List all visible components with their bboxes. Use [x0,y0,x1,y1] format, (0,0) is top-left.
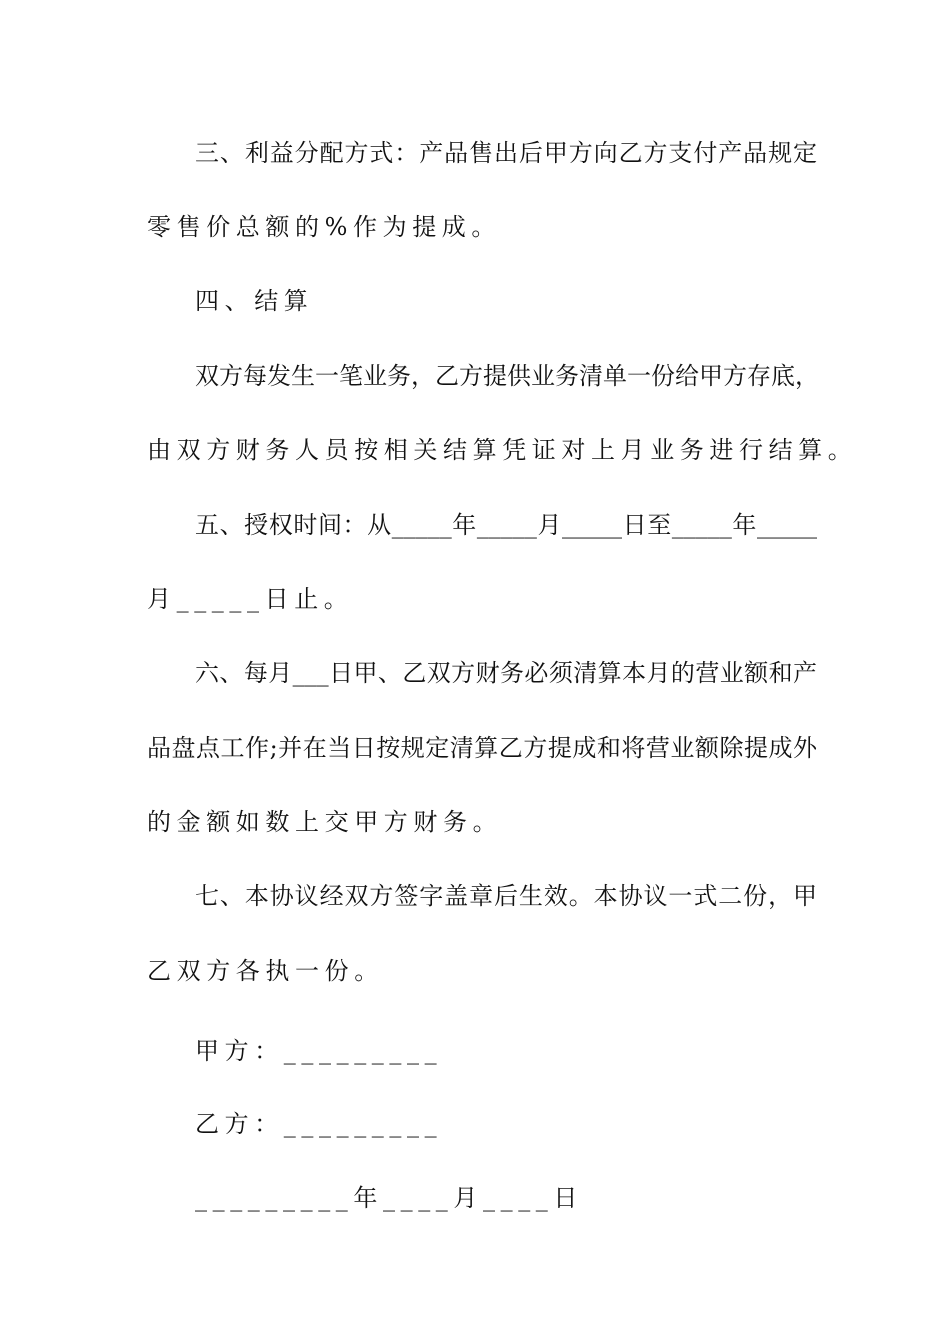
clause-5-line-2: 月_____日止。 [147,585,354,613]
clause-7-line-1: 七、本协议经双方签字盖章后生效。本协议一式二份，甲 [195,882,817,910]
clause-6-line-3: 的金额如数上交甲方财务。 [147,808,503,836]
clause-3-line-1: 三、利益分配方式：产品售出后甲方向乙方支付产品规定 [195,139,817,167]
party-b-signature: 乙方：_________ [195,1110,443,1138]
signing-date: _________年____月____日 [195,1184,583,1212]
clause-6-line-2: 品盘点工作;并在当日按规定清算乙方提成和将营业额除提成外 [147,734,817,762]
clause-7-line-2: 乙双方各执一份。 [147,957,384,985]
party-a-signature: 甲方：_________ [195,1037,443,1065]
section-heading-settlement: 四、结算 [195,287,314,315]
settlement-line-2: 由双方财务人员按相关结算凭证对上月业务进行结算。 [147,436,858,464]
settlement-line-1: 双方每发生一笔业务，乙方提供业务清单一份给甲方存底， [195,362,819,390]
clause-6-line-1: 六、每月___日甲、乙双方财务必须清算本月的营业额和产 [195,659,817,687]
clause-5-line-1: 五、授权时间：从_____年_____月_____日至_____年_____ [195,511,817,539]
clause-3-line-2: 零售价总额的%作为提成。 [147,213,502,241]
